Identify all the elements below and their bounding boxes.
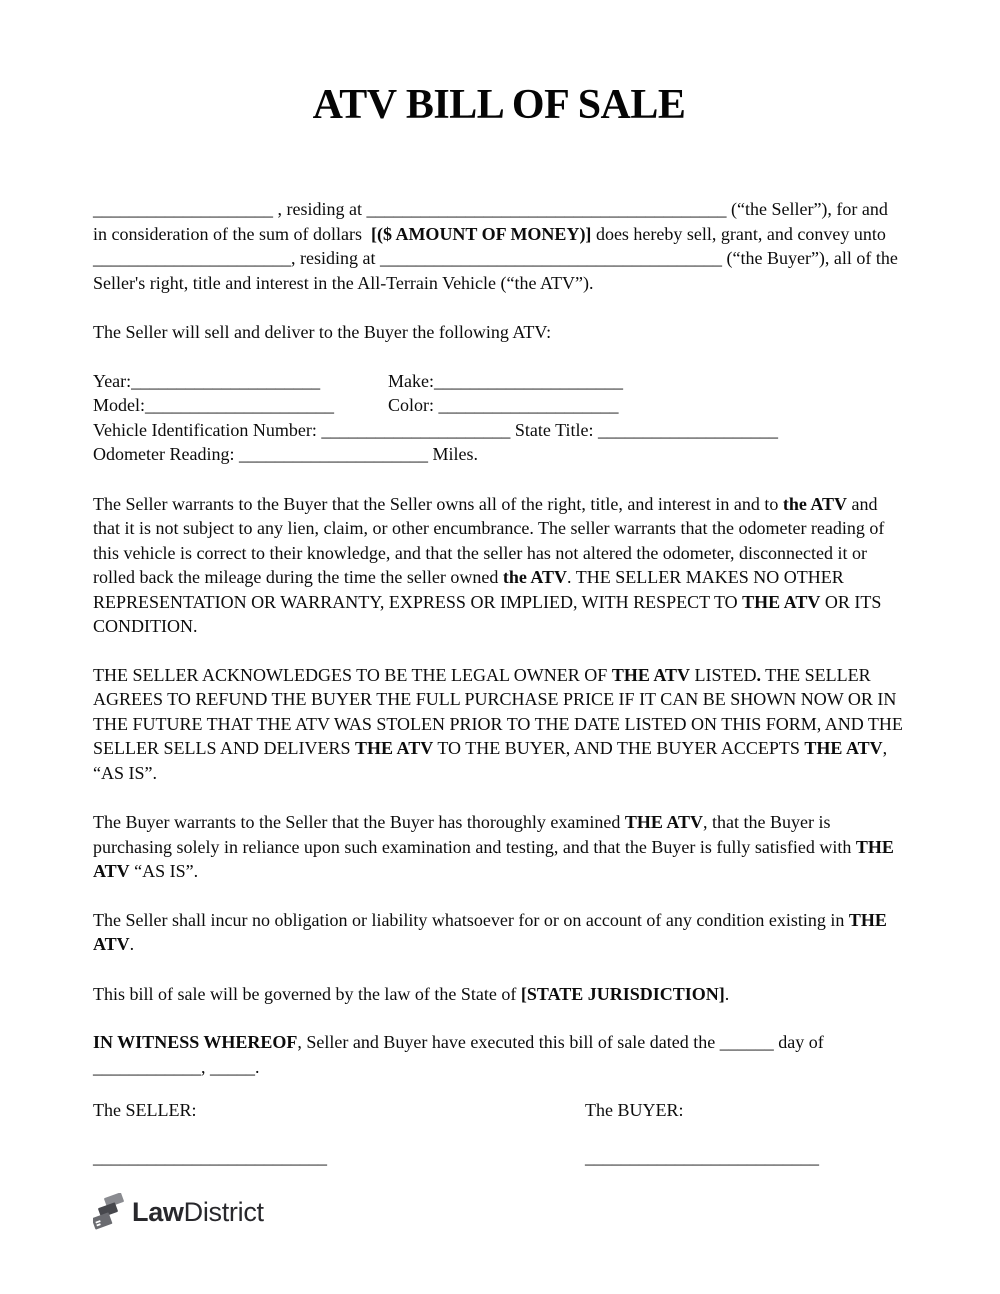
amount-of-money-placeholder: [($ AMOUNT OF MONEY)] [370,223,592,244]
intro-paragraph [93,197,905,295]
vehicle-row-vin-title [93,418,905,443]
seller-signature-block [93,1098,585,1169]
text-run: , “AS IS”. [93,738,888,783]
logo-text [132,1196,264,1227]
text-run: . [724,983,730,1004]
buyer-signature-line: __________________________ [585,1146,819,1167]
text-run: THE SELLER AGREES TO REFUND THE BUYER THE FULL PURCHASE PRICE IF IT CAN BE SHOWN NOW OR IN THE FUTURE THAT THE ATV WAS STOLEN PRIOR TO THE DATE LISTED ON THIS FORM, AND THE SELLER SELLS AND DELIVERS [93,664,903,758]
vehicle-row-model-color [93,393,905,418]
year-field [93,369,388,394]
text-run: The Seller shall incur no obligation or liability whatsoever for or on account of any condition existing in [93,909,849,930]
lawdistrict-logo [93,1193,905,1231]
text-run: . [756,664,761,685]
text-run: . [129,934,135,954]
vin-blank: _____________________ [321,419,511,440]
text-run: THE SELLER ACKNOWLEDGES TO BE THE LEGAL OWNER OF [93,664,612,685]
seller-signature-line: __________________________ [93,1146,327,1167]
buyer-name-blank: ______________________ [93,248,291,268]
text-run: THE ATV [742,591,821,612]
text-run: and that it is not subject to any lien, claim, or other encumbrance. The seller warrants that the odometer reading of this vehicle is correct to their knowledge, and that the seller has not altered the odometer, disconnected it or rolled back the mileage during the time the seller owned [93,493,885,587]
text-run: THE ATV [624,812,704,832]
day-blank: ______ [719,1032,774,1052]
make-blank: _____________________ [433,370,623,391]
buyer-signature-block [585,1098,819,1169]
vehicle-row-year-make [93,369,905,394]
document-title: ATV BILL OF SALE [312,82,686,128]
text-run: THE ATV [93,836,894,881]
month-blank: ____________ [93,1056,201,1077]
color-field [388,395,619,415]
logo-district-text: District [183,1196,264,1227]
seller-signature-label: The SELLER: [93,1100,197,1120]
text-run: TO THE BUYER, AND THE BUYER ACCEPTS [433,738,805,758]
model-field [93,393,388,418]
text-run: day of [773,1032,824,1052]
state-jurisdiction-placeholder: [STATE JURISDICTION] [520,983,725,1004]
buyer-address-blank: ______________________________________ [379,248,722,268]
text-run: “AS IS”. [129,861,199,881]
text-run: THE ATV [355,738,434,758]
odometer-miles-suffix: Miles. [427,444,478,464]
stacked-documents-icon [93,1193,125,1231]
buyer-warranty-paragraph [93,810,905,884]
deliver-line: The Seller will sell and deliver to the Buyer the following ATV: [93,322,552,342]
color-label: Color: [388,395,439,415]
text-run: , residing at [291,248,380,268]
text-run: OR ITS CONDITION. [93,591,882,636]
color-blank: ____________________ [438,395,619,415]
seller-address-blank: ________________________________________ [366,199,727,219]
model-label: Model: [93,395,145,415]
text-run: IN WITNESS WHEREOF [93,1032,298,1052]
odometer-label: Odometer Reading: [93,444,239,464]
make-field [388,371,623,391]
text-run: . [255,1056,260,1077]
state-title-blank: ____________________ [597,419,778,440]
model-blank: _____________________ [145,395,334,415]
no-liability-paragraph [93,908,905,957]
text-run: does hereby sell, grant, and convey unto [591,223,886,244]
text-run: THE ATV [93,909,887,954]
vehicle-row-odometer [93,442,905,467]
text-run: , Seller and Buyer have executed this bill of sale dated the [297,1032,720,1052]
year-blank: _____ [210,1056,255,1077]
odometer-blank: _____________________ [238,444,428,464]
year-label: Year: [93,370,132,391]
governing-law-paragraph [93,982,905,1007]
vin-label: Vehicle Identification Number: [93,419,322,440]
text-run: The Buyer warrants to the Seller that the Buyer has thoroughly examined [93,812,625,832]
text-run: The Seller warrants to the Buyer that the Seller owns all of the right, title, and interest in and to [93,493,783,514]
text-run: , residing at [273,199,367,219]
text-run: (“the Seller”), for and in consideration of the sum of dollars [93,199,888,244]
text-run: THE ATV [804,738,883,758]
text-run: This bill of sale will be governed by the law of the State of [93,983,521,1004]
stolen-refund-paragraph [93,663,905,786]
text-run: (“the Buyer”), all of the Seller's right, title and interest in the All-Terrain Vehicle (“the ATV”). [93,248,898,293]
signature-section [93,1098,905,1169]
text-run: LISTED [690,664,757,685]
text-run: the ATV [502,567,568,587]
vehicle-details [93,369,905,467]
logo-law-text: Law [132,1196,184,1227]
text-run: THE ATV [611,664,690,685]
seller-warranty-paragraph [93,492,905,639]
witness-paragraph [93,1030,905,1079]
state-title-label: State Title: [510,419,598,440]
buyer-signature-label: The BUYER: [585,1100,684,1120]
text-run: , [201,1056,210,1077]
text-run: the ATV [782,493,847,514]
make-label: Make: [388,370,434,391]
year-blank: _____________________ [131,370,321,391]
seller-name-blank: ____________________ [93,199,273,219]
text-run: . THE SELLER MAKES NO OTHER REPRESENTATION OR WARRANTY, EXPRESS OR IMPLIED, WITH RESPECT TO [93,567,844,612]
text-run: , that the Buyer is purchasing solely in reliance upon such examination and testing, and that the Buyer is fully satisfied with [93,812,856,857]
